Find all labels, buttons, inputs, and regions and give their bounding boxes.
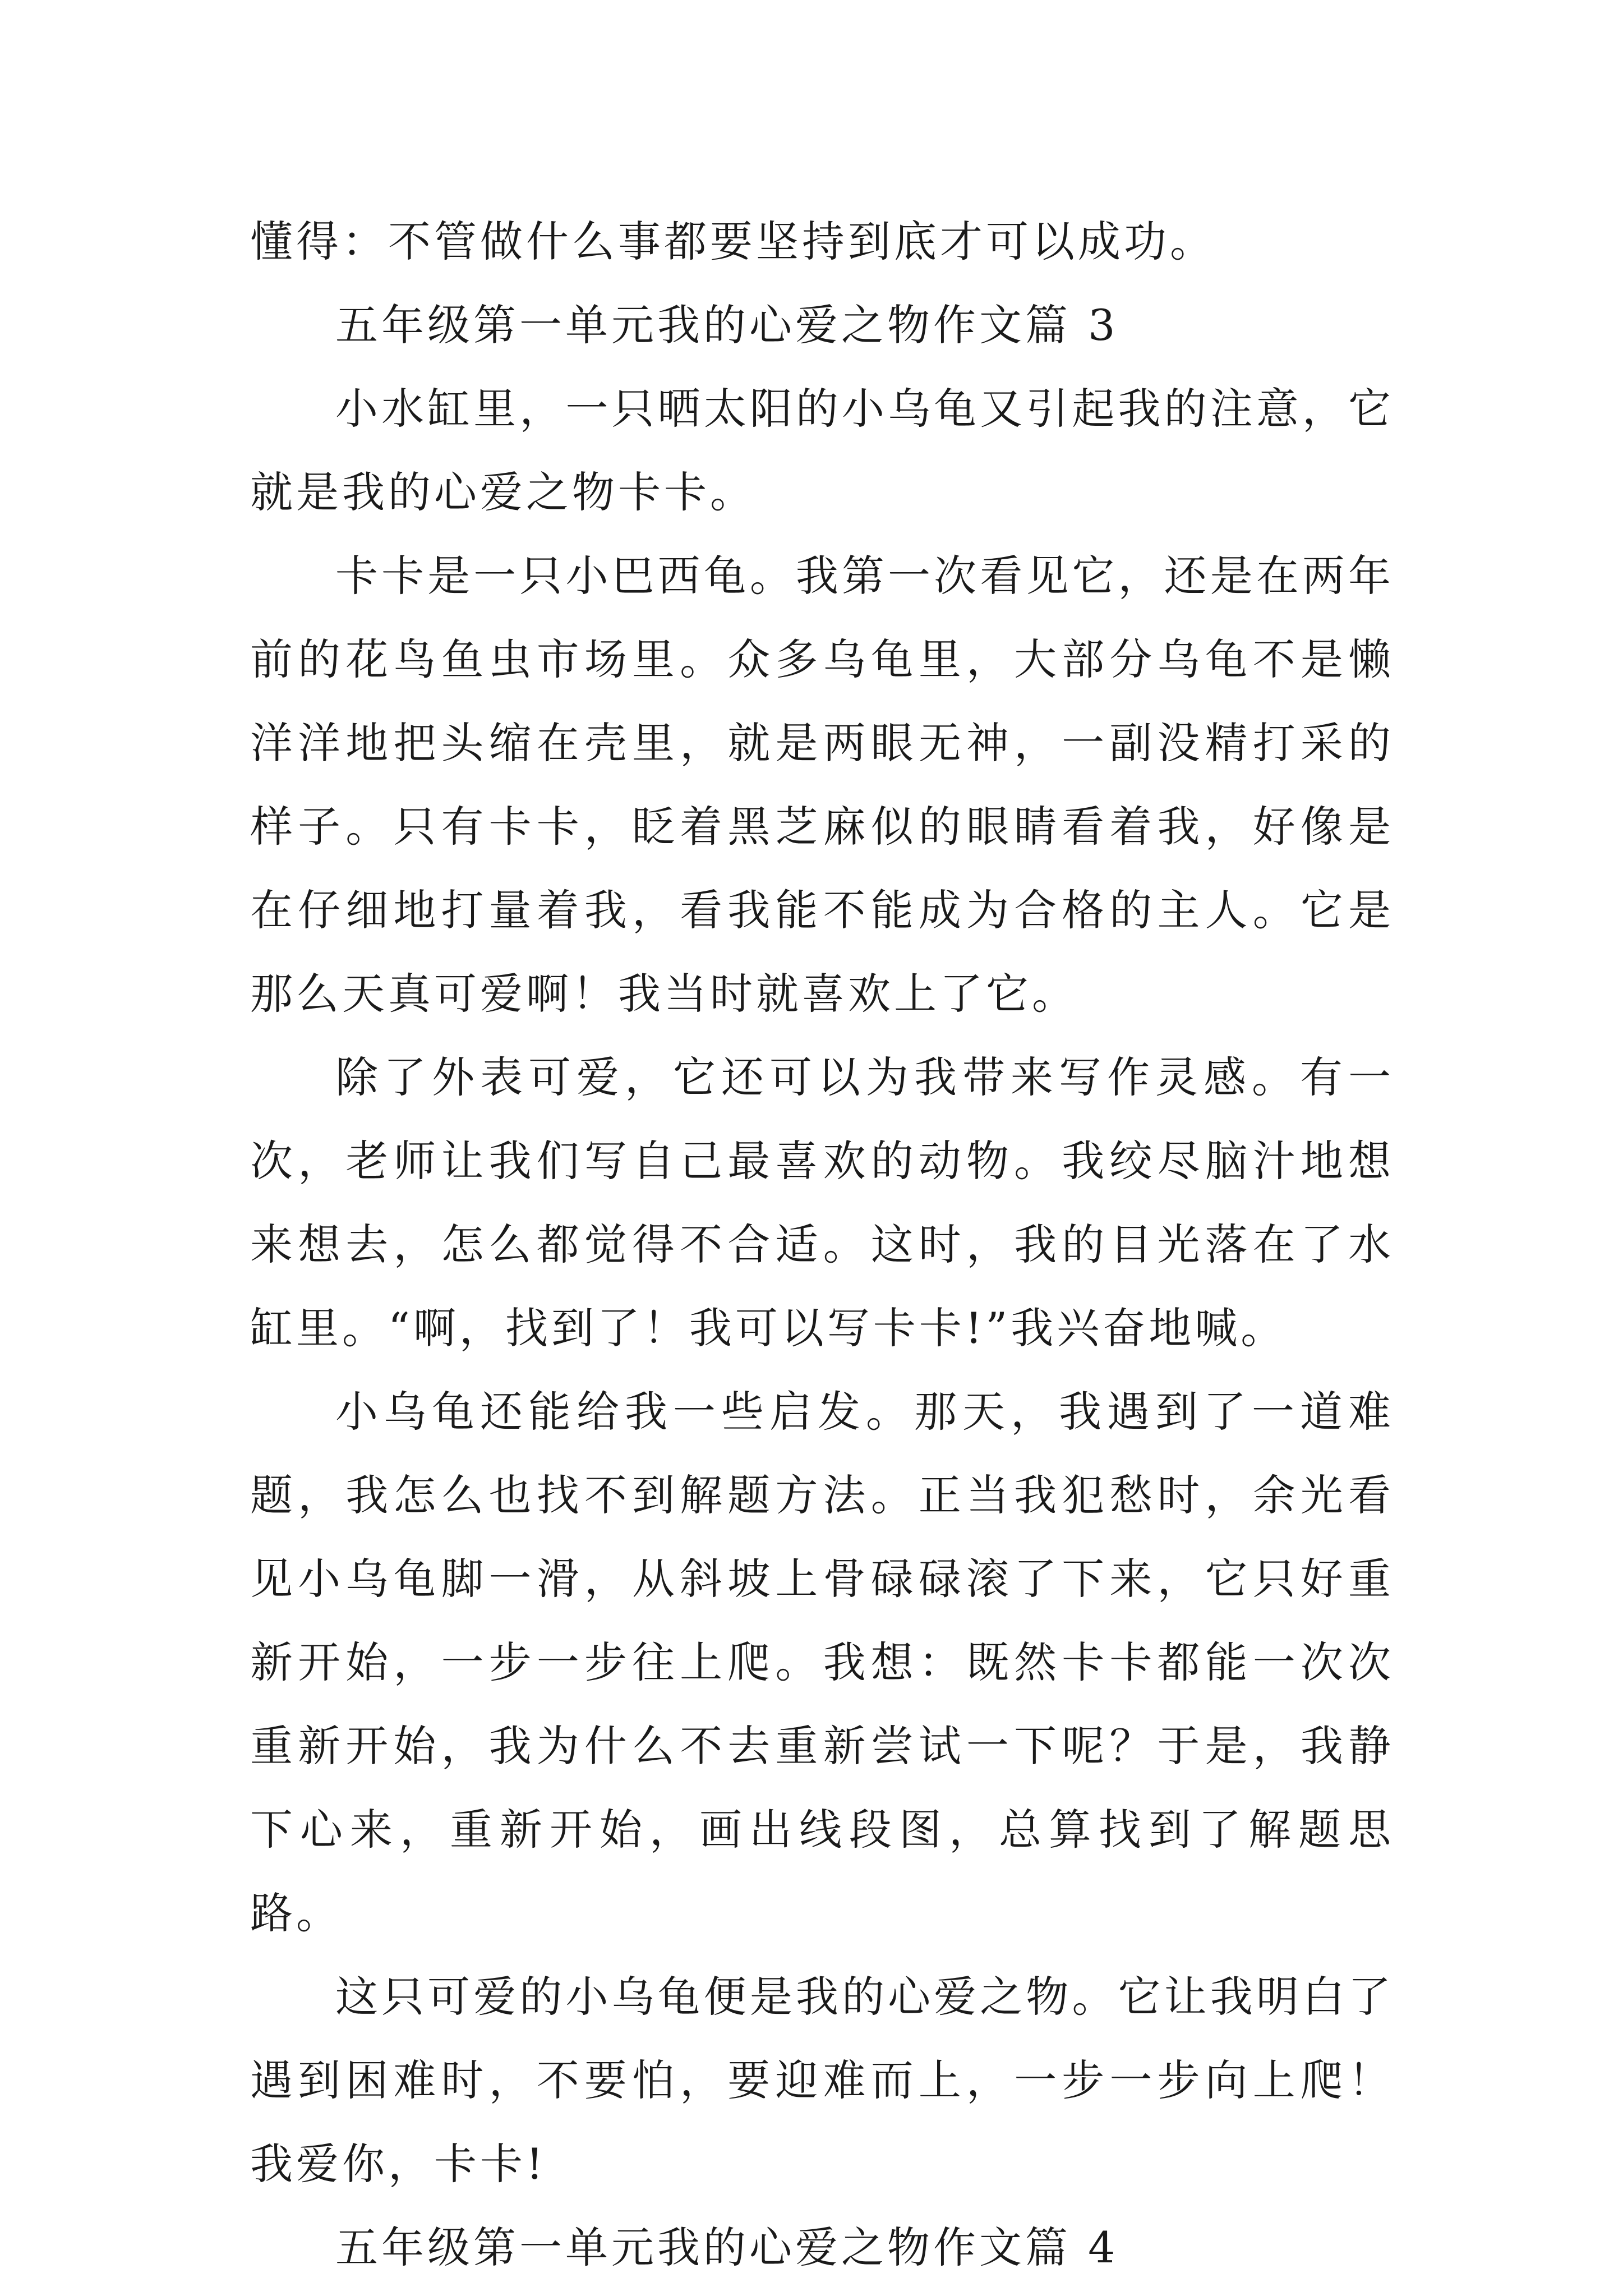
paragraph-1: 小水缸里，一只晒太阳的小乌龟又引起我的注意，它就是我的心爱之物卡卡。 <box>250 384 1394 517</box>
section-heading-3: 五年级第一单元我的心爱之物作文篇 3 <box>335 300 1119 350</box>
paragraph-2: 卡卡是一只小巴西龟。我第一次看见它，还是在两年前的花鸟鱼虫市场里。众多乌龟里，大部分乌龟不是懒洋洋地把头缩在壳里，就是两眼无神，一副没精打采的样子。只有卡卡，眨着黑芝麻似的眼睛看着我，好像是在仔细地打量着我，看我能不能成为合格的主人。它是那么天真可爱啊！我当时就喜欢上了它。 <box>250 551 1394 1019</box>
paragraph-continuation: 懂得：不管做什么事都要坚持到底才可以成功。 <box>250 217 1216 266</box>
document-body <box>250 200 1394 2289</box>
paragraph-4: 小乌龟还能给我一些启发。那天，我遇到了一道难题，我怎么也找不到解题方法。正当我犯愁时，余光看见小乌龟脚一滑，从斜坡上骨碌碌滚了下来，它只好重新开始，一步一步往上爬。我想：既然卡卡都能一次次重新开始，我为什么不去重新尝试一下呢？于是，我静下心来，重新开始，画出线段图，总算找到了解题思路。 <box>250 1387 1394 1938</box>
paragraph-3: 除了外表可爱，它还可以为我带来写作灵感。有一次，老师让我们写自己最喜欢的动物。我绞尽脑汁地想来想去，怎么都觉得不合适。这时，我的目光落在了水缸里。“啊，找到了！我可以写卡卡!”我兴奋地喊。 <box>250 1052 1394 1353</box>
section-heading-4: 五年级第一单元我的心爱之物作文篇 4 <box>335 2223 1119 2272</box>
paragraph-5: 这只可爱的小乌龟便是我的心爱之物。它让我明白了遇到困难时，不要怕，要迎难而上，一步一步向上爬！我爱你，卡卡! <box>250 1972 1394 2189</box>
